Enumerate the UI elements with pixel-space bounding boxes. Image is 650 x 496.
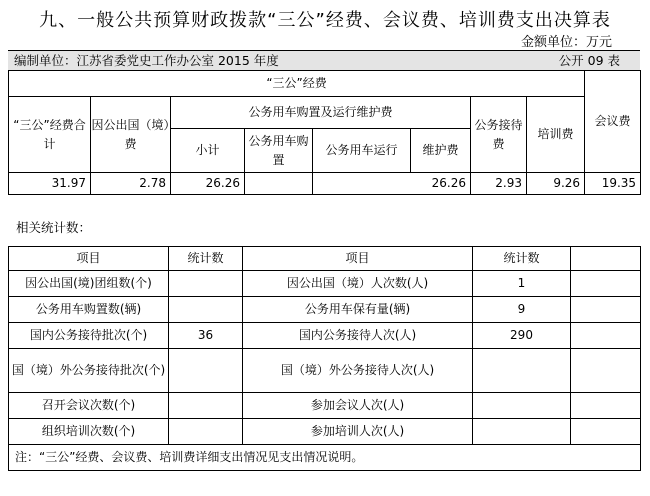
stats-header: 统计数: [169, 247, 243, 271]
stats-blank-cell: [571, 247, 641, 271]
stats-blank-cell: [571, 393, 641, 419]
stats-count: [169, 349, 243, 393]
header-meeting: 会议费: [585, 71, 641, 173]
org-label: 编制单位：江苏省委党史工作办公室 2015 年度: [14, 53, 279, 68]
stats-count: 36: [169, 323, 243, 349]
stats-header: 项目: [9, 247, 169, 271]
table-row: [9, 297, 641, 323]
stats-count: [473, 349, 571, 393]
stats-item: 国内公务接待人次(人): [243, 323, 473, 349]
org-bar: [8, 50, 640, 71]
page-title: 九、一般公共预算财政拨款“三公”经费、会议费、培训费支出决算表: [39, 10, 611, 31]
expense-table: [8, 70, 641, 195]
table-code: 公开 09 表: [558, 53, 620, 68]
stats-blank-cell: [571, 297, 641, 323]
stats-item: 组织培训次数(个): [9, 419, 169, 445]
table-row: [9, 393, 641, 419]
stats-count: [169, 419, 243, 445]
header-subtotal: 小计: [171, 129, 245, 173]
table-row: [9, 271, 641, 297]
stats-blank-cell: [571, 419, 641, 445]
header-sangong: “三公”经费: [9, 71, 585, 97]
stats-count: [169, 393, 243, 419]
header-training: 培训费: [527, 97, 585, 173]
header-vehicle: 公务用车购置及运行维护费: [171, 97, 471, 129]
stats-item: 因公出国(境)团组数(个): [9, 271, 169, 297]
stats-item: 参加会议人次(人): [243, 393, 473, 419]
header-total: “三公”经费合计: [9, 97, 91, 173]
stats-count: 9: [473, 297, 571, 323]
value-training: 9.26: [527, 173, 585, 195]
stats-header: 统计数: [473, 247, 571, 271]
table-row: [9, 419, 641, 445]
stats-blank-cell: [571, 323, 641, 349]
unit-label: 金额单位：万元: [520, 35, 612, 50]
stats-item: 国内公务接待批次(个): [9, 323, 169, 349]
header-reception: 公务接待费: [471, 97, 527, 173]
stats-count: 1: [473, 271, 571, 297]
stats-item: 公务用车保有量(辆): [243, 297, 473, 323]
value-vehicle-run-maint: 26.26: [313, 173, 471, 195]
header-maint: 维护费: [411, 129, 471, 173]
stats-header: 项目: [243, 247, 473, 271]
table-row: [9, 349, 641, 393]
stats-blank-cell: [571, 349, 641, 393]
value-vehicle-buy: [245, 173, 313, 195]
stats-item: 国（境）外公务接待批次(个): [9, 349, 169, 393]
stats-count: [169, 271, 243, 297]
header-vehicle-run: 公务用车运行: [313, 129, 411, 173]
value-reception: 2.93: [471, 173, 527, 195]
stats-item: 国（境）外公务接待人次(人): [243, 349, 473, 393]
stats-item: 因公出国（境）人次数(人): [243, 271, 473, 297]
table-row: [9, 323, 641, 349]
stats-header-row: [9, 247, 641, 271]
stats-item: 召开会议次数(个): [9, 393, 169, 419]
header-vehicle-buy: 公务用车购置: [245, 129, 313, 173]
stats-item: 公务用车购置数(辆): [9, 297, 169, 323]
stats-count: [169, 297, 243, 323]
value-total: 31.97: [9, 173, 91, 195]
stats-count: [473, 393, 571, 419]
value-subtotal: 26.26: [171, 173, 245, 195]
stats-table: [8, 246, 641, 471]
stats-count: 290: [473, 323, 571, 349]
header-abroad: 因公出国（境）费: [91, 97, 171, 173]
value-meeting: 19.35: [585, 173, 641, 195]
stats-blank-cell: [571, 271, 641, 297]
stats-item: 参加培训人次(人): [243, 419, 473, 445]
stats-count: [473, 419, 571, 445]
note-row: [9, 445, 641, 471]
related-stats-label: 相关统计数：: [16, 220, 92, 235]
value-abroad: 2.78: [91, 173, 171, 195]
footnote: 注：“三公”经费、会议费、培训费详细支出情况见支出情况说明。: [9, 445, 641, 471]
